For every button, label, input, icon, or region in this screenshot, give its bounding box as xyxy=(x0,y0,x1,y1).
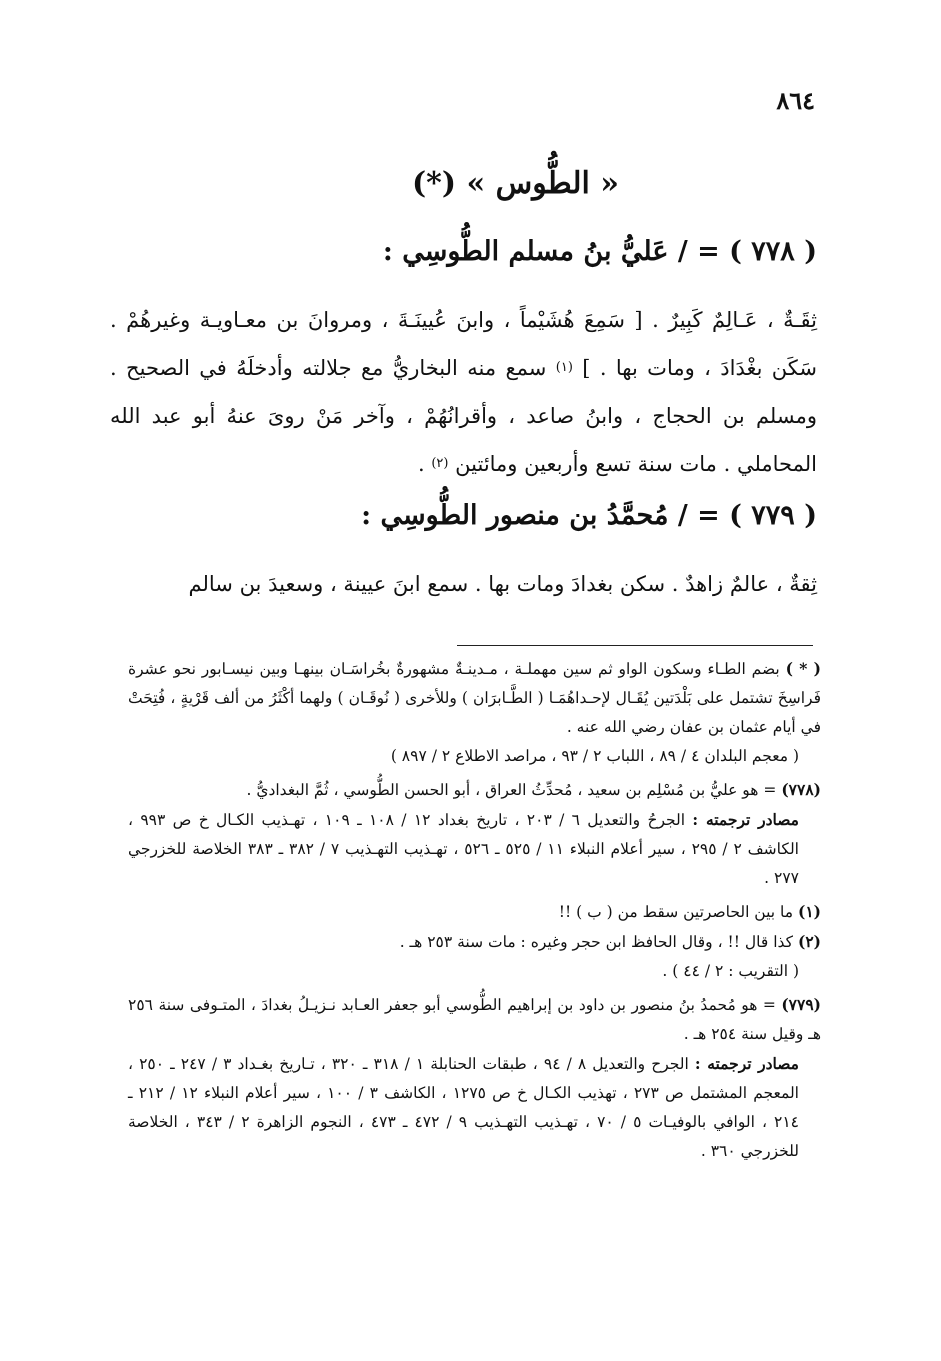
footnote-star-sources xyxy=(128,742,821,771)
footnote-778 xyxy=(128,775,821,805)
entry-heading-778: ( ٧٧٨ ) = / عَليُّ بنُ مسلم الطُّوسِي : xyxy=(382,236,817,267)
footnote-text: = هو مُحمدُ بنُ منصور بن داود بن إبراهيم الطُّوسي أبو جعفر العـابد نـزيـلُ بغدادَ ، المتـوفى سنة ٢٥٦ هـ وقيل سنة ٢٥٤ هـ . xyxy=(128,996,821,1043)
footnote-marker: (١) xyxy=(797,902,821,921)
entry-body-779 xyxy=(110,560,817,608)
footnote-2 xyxy=(128,927,821,957)
footnote-778-sources xyxy=(128,805,821,893)
entry-body-778 xyxy=(110,296,817,488)
footnote-text: = هو عليُّ بن مُسْلِم بن سعيد ، مُحدِّثُ العراق ، أبو الحسن الطُّوسي ، ثُمَّ البغداديُّ . xyxy=(246,781,777,799)
entry-body-text: ثِقَـةٌ ، عَـالِمٌ كَبِيرٌ . [ سَمِعَ هُشَيْماً ، وابنَ عُيينَـةَ ، ومروانَ بن معـاويـة وغيرهُمْ . سَكَن بغْدَادَ ، ومات بها . ] xyxy=(110,308,817,380)
footnote-text: ما بين الحاصرتين سقط من ( ب ) !! xyxy=(558,903,794,921)
footnote-text: ( التقريب : ٢ / ٤٤ ) . xyxy=(662,962,799,980)
entry-body-text: ثِقةٌ ، عالمٌ زاهدٌ . سكن بغدادَ ومات بها . سمع ابنَ عيينة ، وسعيدَ بن سالم xyxy=(188,572,817,596)
footnote-star xyxy=(128,654,821,742)
section-title: « الطُّوس » (*) xyxy=(411,166,620,201)
footnote-2-source xyxy=(128,957,821,986)
footnote-separator xyxy=(457,645,813,646)
footnote-marker: (٧٧٩) xyxy=(781,995,821,1014)
footnote-1 xyxy=(128,897,821,927)
footnote-text: بضم الطـاء وسكون الواو ثم سين مهملـة ، مـدينـةٌ مشهورةٌ بخُراسَـان بينهـا وبين نيسـابور نحو عشرة فَراسِخَ تشتمل على بَلْدَتين يُقَـال لإحـداهُمَـا ( الطَّـابرَان ) وللأخرى ( نُوقَـان ) ولهما أكْثَرُ من ألف قَرْيةٍ ، فُتِحَتْ في أيام عثمان بن عفان رضي الله عنه . xyxy=(128,660,821,736)
footnote-text: كذا قال !! ، وقال الحافظ ابن حجر وغيره : مات سنة ٢٥٣ هـ . xyxy=(399,933,794,951)
entry-body-end: . xyxy=(417,452,432,476)
footnotes xyxy=(128,654,821,1166)
page-number: ٨٦٤ xyxy=(776,86,815,115)
footnote-text: ( معجم البلدان ٤ / ٨٩ ، اللباب ٢ / ٩٣ ، مراصد الاطلاع ٢ / ٨٩٧ ) xyxy=(390,747,799,765)
sources-label: مصادر ترجمته : xyxy=(692,810,799,829)
entry-body-continued: سمع منه البخاريُّ مع جلالته وأدخلَهُ في الصحيح . ومسلم بن الحجاج ، وابنُ صاعد ، وأقرانُهُمْ ، وآخر مَنْ روىَ عنهُ أبو عبد الله المحاملي . مات سنة تسع وأربعين ومائتين xyxy=(110,356,817,476)
footnote-779 xyxy=(128,990,821,1049)
footnote-ref-1: (١) xyxy=(555,360,573,375)
sources-label: مصادر ترجمته : xyxy=(694,1054,799,1073)
footnote-ref-2: (٢) xyxy=(431,456,449,471)
footnote-779-sources xyxy=(128,1049,821,1166)
footnote-marker: (٢) xyxy=(797,932,821,951)
footnote-marker: ( * ) xyxy=(785,659,821,678)
footnote-text: الجرحُ والتعديل ٦ / ٢٠٣ ، تاريخ بغداد ١٢ / ١٠٨ ـ ١٠٩ ، تهـذيب الكـال خ ص ٩٩٣ ، الكاشف ٢ / ٢٩٥ ، سير أعلام النبلاء ١١ / ٥٢٥ ـ ٥٢٦ ، تهـذيب التهـذيب ٧ / ٣٨٢ ـ ٣٨٣ الخلاصة للخزرجي ٢٧٧ . xyxy=(128,811,799,887)
footnote-text: الجرح والتعديل ٨ / ٩٤ ، طبقات الحنابلة ١ / ٣١٨ ـ ٣٢٠ ، تـاريخ بغـداد ٣ / ٢٤٧ ـ ٢٥٠ ، المعجم المشتمل ص ٢٧٣ ، تهذيب الكـال خ ص ١٢٧٥ ، الكاشف ٣ / ١٠٠ ، سير أعلام النبلاء ١٢ / ٢١٢ ـ ٢١٤ ، الوافي بالوفيـات ٥ / ٧٠ ، تهـذيب التهـذيب ٩ / ٤٧٢ ـ ٤٧٣ ، النجوم الزاهرة ٢ / ٣٤٣ ، الخلاصة للخزرجي ٣٦٠ . xyxy=(128,1055,799,1160)
footnote-marker: (٧٧٨) xyxy=(781,780,821,799)
entry-heading-779: ( ٧٧٩ ) = / مُحمَّدُ بن منصور الطُّوسِي : xyxy=(361,500,817,531)
